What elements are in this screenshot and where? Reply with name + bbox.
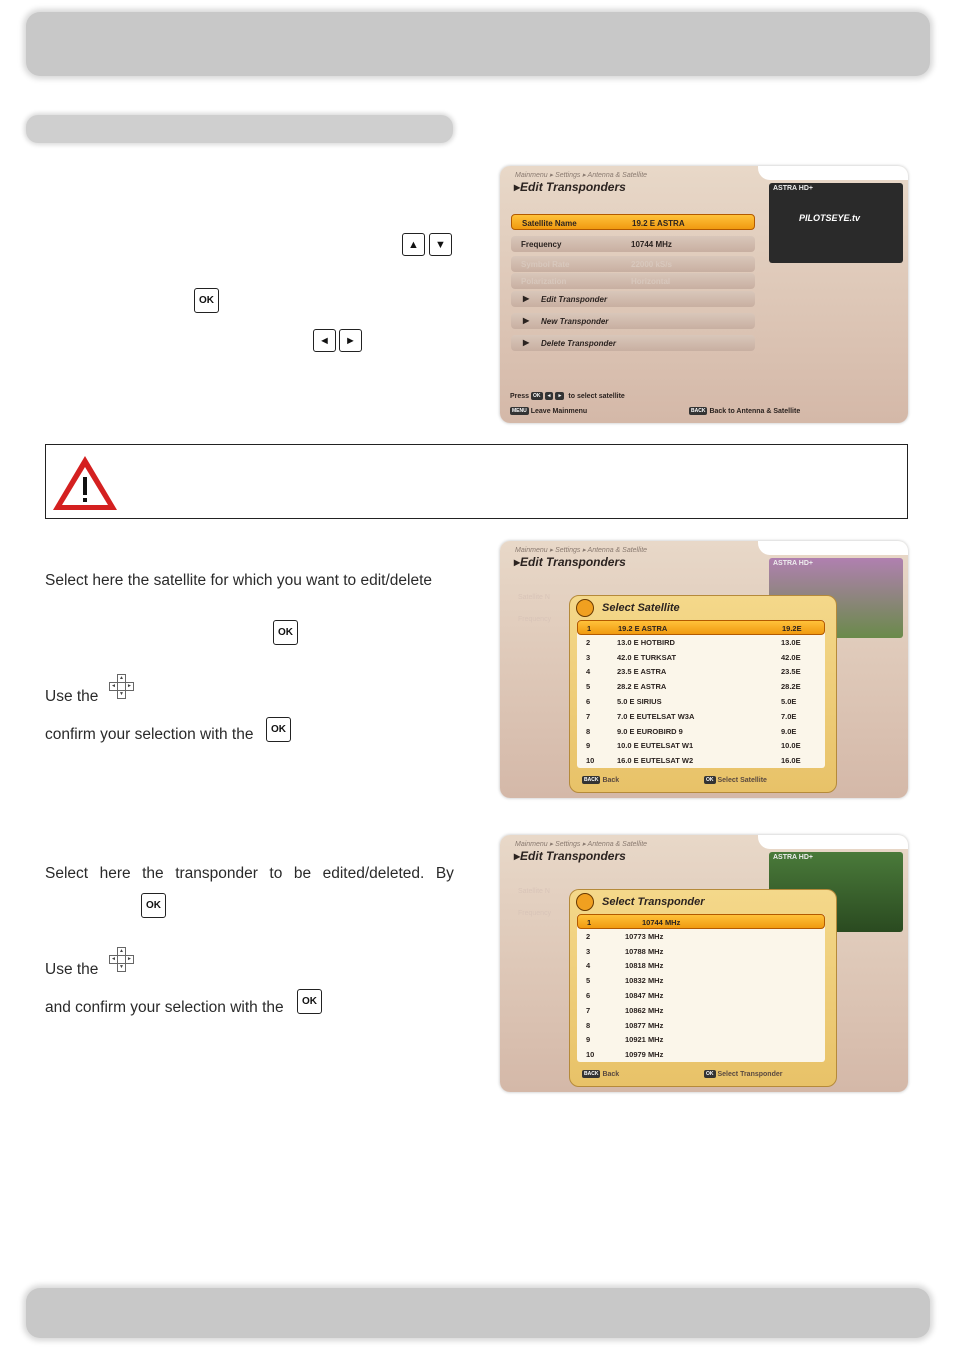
transponder-list	[577, 914, 825, 1062]
breadcrumb: Mainmenu ▸ Settings ▸ Antenna & Satellite	[515, 172, 648, 179]
satellite-list	[577, 620, 825, 768]
ok-key-icon: OK	[273, 620, 298, 645]
list-item[interactable]: 5 10832 MHz	[586, 976, 664, 986]
list-item[interactable]: 6 10847 MHz	[586, 991, 664, 1000]
ok-key-icon: OK	[141, 893, 166, 918]
tv-channel-label: ASTRA HD+	[773, 185, 813, 192]
back-button-icon: BACK	[584, 1071, 599, 1077]
up-key-icon: ▲	[402, 233, 425, 256]
dpad-icon: ▲ ◄ ► ▼	[109, 947, 133, 971]
menu-button-icon: MENU	[512, 408, 527, 414]
screen-title: ▸ Edit Transponders	[514, 180, 626, 194]
list-item[interactable]: 4 10818 MHz	[586, 961, 664, 971]
list-item[interactable]: 7 10862 MHz	[586, 1005, 664, 1015]
satellite-icon	[576, 599, 594, 617]
list-item[interactable]: 3 42.0 E TURKSAT 42.0E	[586, 652, 801, 662]
list-item[interactable]: 8 10877 MHz	[586, 1020, 664, 1030]
ok-button-icon: OK	[533, 393, 541, 399]
play-icon: ▶	[523, 316, 530, 325]
left-key-icon: ◄	[313, 329, 336, 352]
popup-back-hint: BACK Back	[584, 776, 620, 784]
list-item[interactable]: 5 28.2 E ASTRA 28.2E	[586, 682, 801, 692]
footer-leave: MENU Leave Mainmenu	[512, 407, 588, 415]
frequency-row[interactable]: Frequency 10744 MHz	[511, 236, 755, 252]
play-icon: ▶	[523, 338, 530, 347]
confirm-text: confirm your selection with the	[45, 726, 254, 743]
footer-hint: Press OK ◄ ► to select satellite	[510, 392, 625, 400]
ok-button-icon: OK	[706, 777, 714, 783]
breadcrumb: Mainmenu ▸ Settings ▸ Antenna & Satellite	[515, 841, 648, 848]
popup-title: Select Transponder	[602, 896, 705, 908]
warning-triangle-icon	[50, 453, 120, 513]
back-button-icon: BACK	[584, 777, 599, 783]
select-transponder-popup	[569, 889, 837, 1087]
use-the-text: Use the	[45, 961, 99, 978]
list-item[interactable]: 6 5.0 E SIRIUS 5.0E	[586, 697, 797, 706]
header-bar	[26, 12, 930, 76]
dpad-icon: ▲ ◄ ► ▼	[109, 674, 133, 698]
list-item[interactable]: 4 23.5 E ASTRA 23.5E	[586, 667, 801, 677]
tv-preview	[769, 183, 903, 263]
breadcrumb: Mainmenu ▸ Settings ▸ Antenna & Satellite	[515, 547, 648, 554]
select-transponder-screenshot: Mainmenu ▸ Settings ▸ Antenna & Satellite ▸ Edit Transponders ASTRA HD+ Satellite N Frequency Select Transponder 1 10744 MHz 2 10773 MHz 3 10788 MHz 4 10818 MHz 5 10832 MHz 6 10847 MHz 7 10862 MHz 8 10877 MHz 9 10921 MHz 10 10979 MHz BACK Back OK Select Transponder	[500, 835, 908, 1092]
list-item[interactable]: 2 13.0 E HOTBIRD 13.0E	[586, 637, 801, 647]
down-key-icon: ▼	[429, 233, 452, 256]
screen-title: ▸ Edit Transponders	[514, 849, 626, 863]
list-item[interactable]: 10 10979 MHz	[586, 1050, 664, 1060]
list-item[interactable]: 1 19.2 E ASTRA 19.2E	[577, 620, 825, 635]
list-item[interactable]: 9 10921 MHz	[586, 1035, 664, 1045]
edit-transponder-action[interactable]: ▶ Edit Transponder	[511, 291, 755, 307]
back-button-icon: BACK	[691, 408, 706, 414]
ok-key-icon: OK	[266, 717, 291, 742]
delete-transponder-action[interactable]: ▶ Delete Transponder	[511, 335, 755, 351]
list-item[interactable]: 7 7.0 E EUTELSAT W3A 7.0E	[586, 711, 797, 721]
right-button-icon: ►	[557, 393, 563, 399]
ok-key-icon: OK	[297, 989, 322, 1014]
tv-logo: PILOTSEYE.tv	[799, 213, 861, 223]
play-icon: ▶	[523, 294, 530, 303]
ok-key-icon: OK	[194, 288, 219, 313]
list-item[interactable]: 9 10.0 E EUTELSAT W1 10.0E	[586, 741, 801, 751]
satellite-instruction-line: Select here the satellite for which you want to edit/delete	[45, 572, 433, 589]
section-heading-bar	[26, 115, 453, 143]
list-item[interactable]: 2 10773 MHz	[586, 931, 664, 941]
screen-title: ▸ Edit Transponders	[514, 555, 626, 569]
new-transponder-action[interactable]: ▶ New Transponder	[511, 313, 755, 329]
polarization-row: Polarization Horizontal	[511, 273, 755, 289]
popup-ok-hint: OK Select Transponder	[706, 1070, 783, 1078]
satellite-name-row[interactable]: Satellite Name 19.2 E ASTRA	[511, 214, 755, 230]
footer-back: BACK Back to Antenna & Satellite	[691, 407, 801, 415]
select-satellite-popup	[569, 595, 837, 793]
popup-back-hint: BACK Back	[584, 1070, 620, 1078]
tv-preview: ASTRA HD+	[769, 852, 903, 932]
satellite-icon	[576, 893, 594, 911]
list-item[interactable]: 10 16.0 E EUTELSAT W2 16.0E	[586, 756, 801, 766]
symbol-rate-row: Symbol Rate 22000 kS/s	[511, 256, 755, 272]
popup-ok-hint: OK Select Satellite	[706, 776, 767, 784]
footer-bar	[26, 1288, 930, 1338]
confirm-text: and confirm your selection with the	[45, 999, 284, 1016]
left-button-icon: ◄	[546, 393, 552, 399]
warning-box	[45, 444, 908, 519]
ok-button-icon: OK	[706, 1071, 714, 1077]
edit-transponders-screenshot	[500, 166, 908, 423]
right-key-icon: ►	[339, 329, 362, 352]
transponder-instruction-line: Select here the transponder to be edited/deleted. By	[45, 865, 454, 882]
tv-preview: ASTRA HD+	[769, 558, 903, 638]
list-item[interactable]: 1 10744 MHz	[577, 914, 825, 929]
use-the-text: Use the	[45, 688, 99, 705]
select-satellite-screenshot: Mainmenu ▸ Settings ▸ Antenna & Satellite ▸ Edit Transponders ASTRA HD+ Satellite N Frequency Select Satellite 1 19.2 E ASTRA 19.2E 2 13.0 E HOTBIRD 13.0E 3 42.0 E TURKSAT 42.0E 4 23.5 E ASTRA 23.5E 5 28.2 E ASTRA 28.2E 6 5.0 E SIRIUS 5.0E 7 7.0 E EUTELSAT W3A 7.0E 8 9.0 E EUROBIRD 9 9.0E 9 10.0 E EUTELSAT W1 10.0E 10 16.0 E EUTELSAT W2 16.0E BACK Back OK Select Satellite	[500, 541, 908, 798]
list-item[interactable]: 8 9.0 E EUROBIRD 9 9.0E	[586, 726, 797, 736]
popup-title: Select Satellite	[602, 602, 680, 614]
list-item[interactable]: 3 10788 MHz	[586, 946, 664, 956]
